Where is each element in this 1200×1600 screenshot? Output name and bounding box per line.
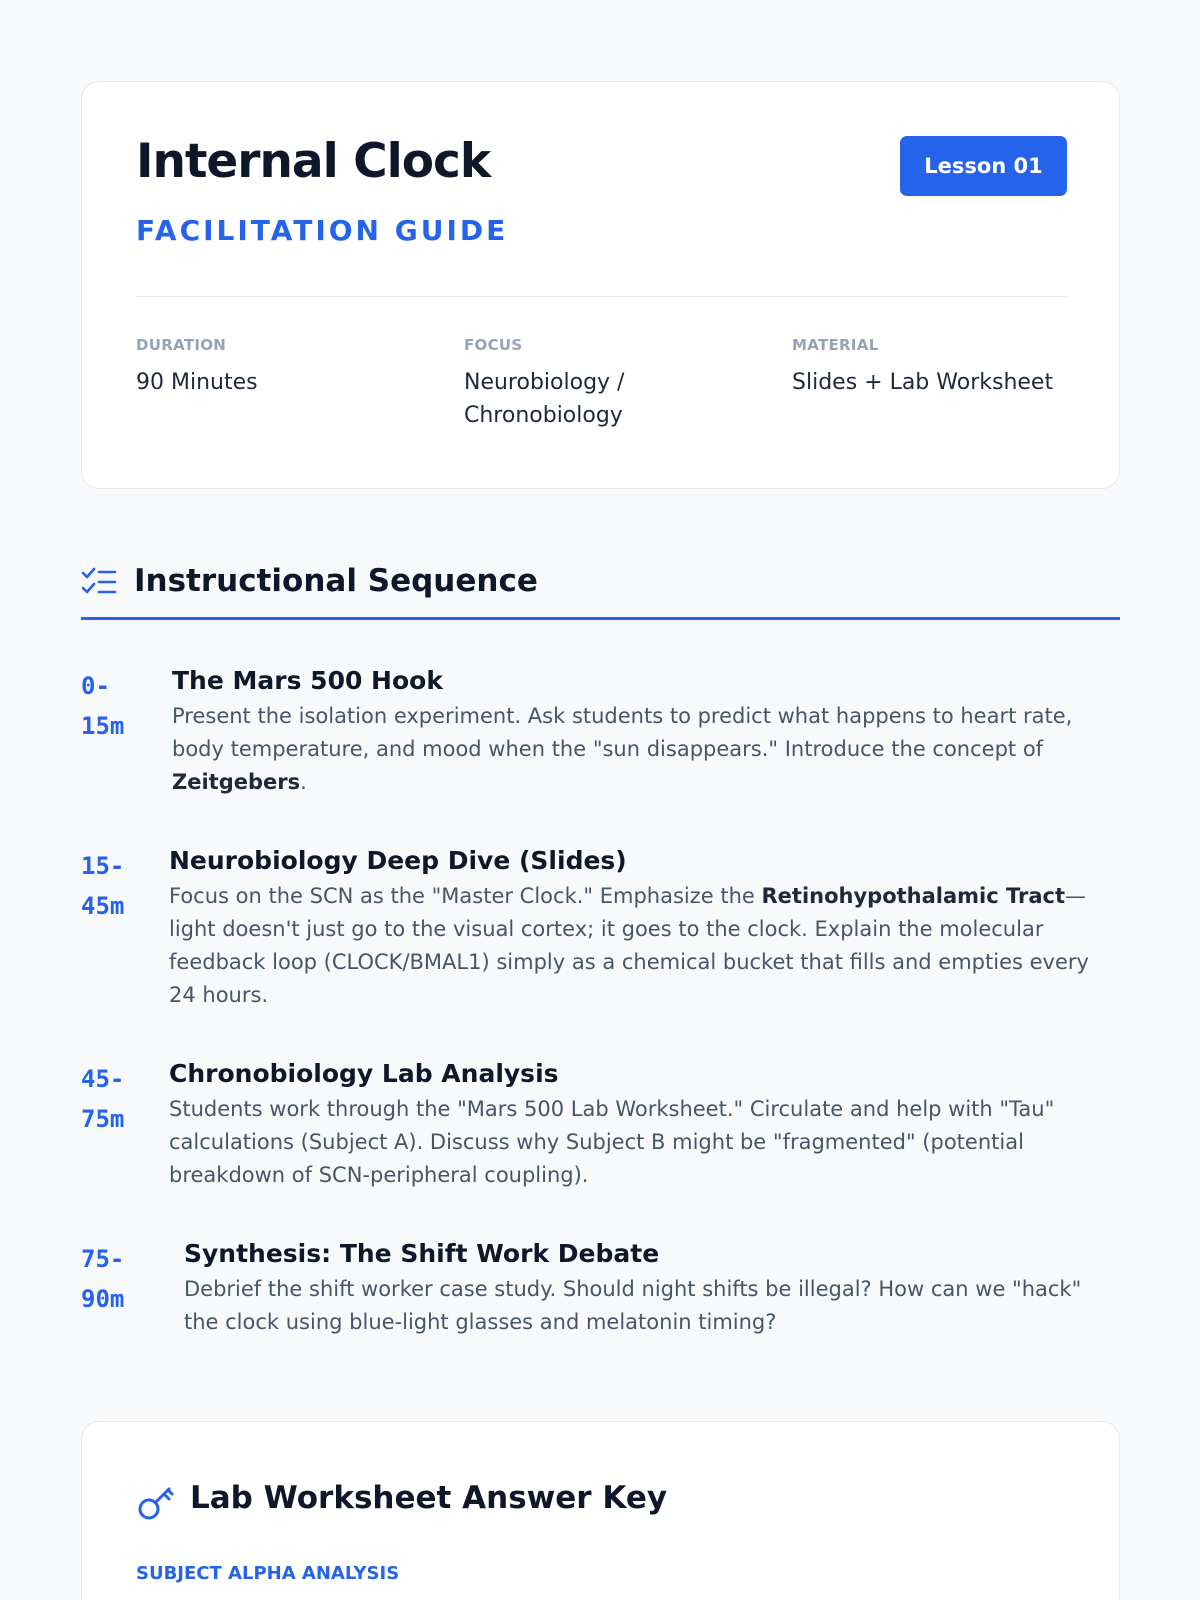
step-title: Neurobiology Deep Dive (Slides) [169,846,627,875]
step-time: 15-45m [81,852,125,920]
page-title: Internal Clock [136,134,491,189]
lesson-badge: Lesson 01 [900,136,1067,196]
lesson-header-card [81,81,1120,489]
step-time: 0-15m [81,672,125,740]
step-title: The Mars 500 Hook [172,666,443,695]
step-body [184,1239,1120,1339]
step-body [172,666,1120,799]
section-title: Instructional Sequence [134,563,538,599]
meta-label: DURATION [136,336,227,354]
step-time: 75-90m [81,1245,125,1313]
meta-value: 90 Minutes [136,370,258,395]
answer-key-title: Lab Worksheet Answer Key [190,1480,668,1516]
step-description: Present the isolation experiment. Ask students to predict what happens to heart rate, body temperature, and mood when the "sun disappears." Introduce the concept of Zeitgebers. [172,704,1073,794]
step-description: Students work through the "Mars 500 Lab Worksheet." Circulate and help with "Tau" calculations (Subject A). Discuss why Subject B might be "fragmented" (potential breakdown of SCN-peripheral coupling). [169,1097,1055,1187]
answer-key-card [81,1421,1120,1600]
step-title: Chronobiology Lab Analysis [169,1059,559,1088]
meta-value: Slides + Lab Worksheet [792,370,1054,395]
meta-material [792,336,1092,399]
meta-label: FOCUS [464,336,523,354]
sequence-section-heading [81,560,1120,620]
page-subtitle: FACILITATION GUIDE [136,214,509,247]
meta-label: MATERIAL [792,336,879,354]
checklist-icon [81,566,117,600]
answer-key-subheading: SUBJECT ALPHA ANALYSIS [136,1563,400,1584]
meta-focus [464,336,684,432]
step-description: Focus on the SCN as the "Master Clock." Emphasize the Retinohypothalamic Tract—light doesn't just go to the visual cortex; it goes to the clock. Explain the molecular feedback loop (CLOCK/BMAL1) simply as a chemical bucket that fills and empties every 24 hours. [169,884,1089,1007]
meta-duration [136,336,436,399]
step-body [169,1059,1120,1192]
step-time: 45-75m [81,1065,125,1133]
step-title: Synthesis: The Shift Work Debate [184,1239,660,1268]
step-body [169,846,1120,1012]
step-description: Debrief the shift worker case study. Should night shifts be illegal? How can we "hack" the clock using blue-light glasses and melatonin timing? [184,1277,1082,1334]
header-divider [136,296,1067,297]
key-icon [136,1482,176,1522]
meta-value: Neurobiology / Chronobiology [464,370,625,428]
